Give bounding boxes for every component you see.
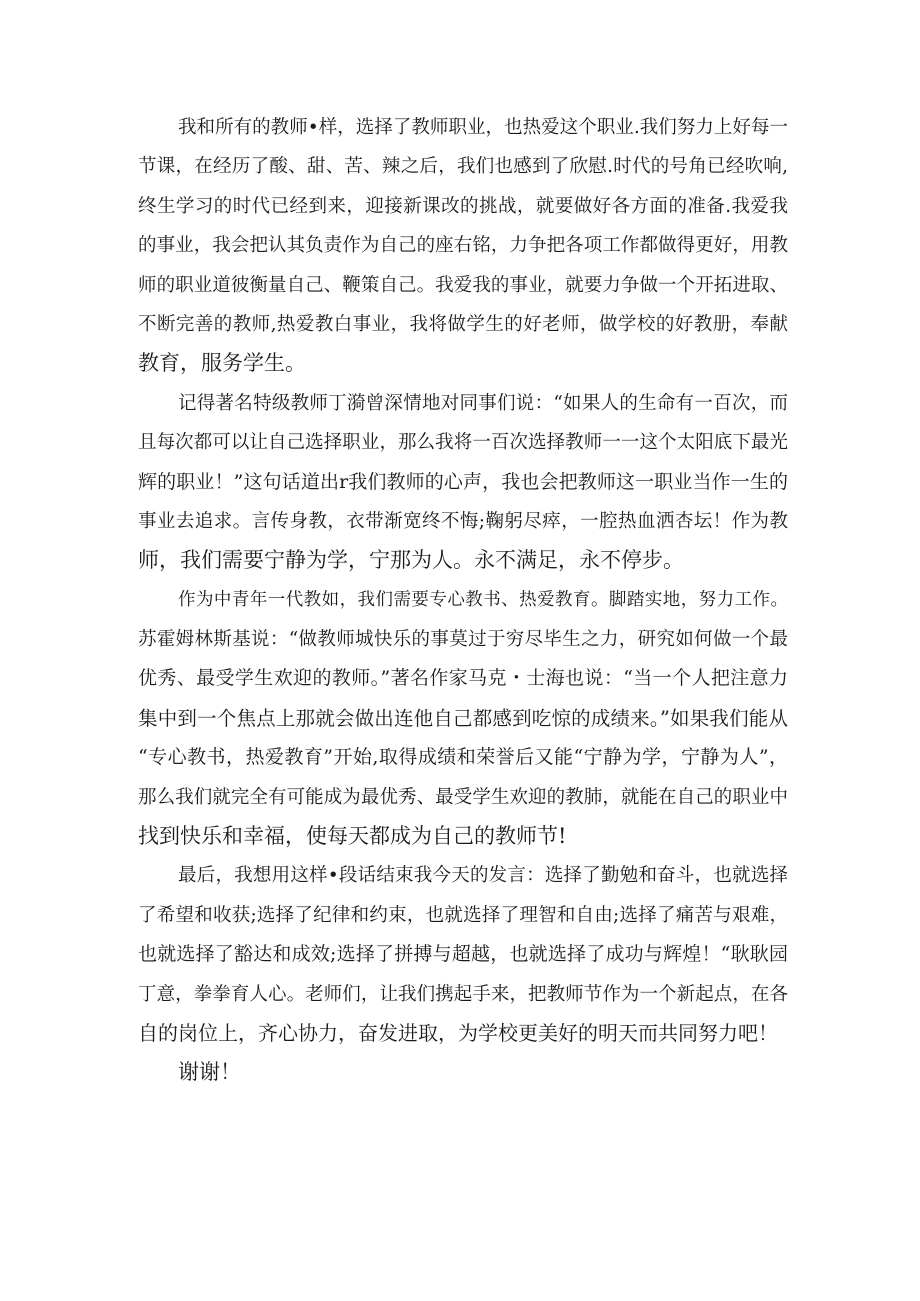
- text-line: 事业去追求。言传身教，衣带渐宽终不悔;鞠躬尽瘁，一腔热血洒杏坛！作为教: [138, 510, 788, 532]
- paragraph-2: [138, 384, 788, 581]
- paragraph-4: [138, 856, 788, 1053]
- text-line: 且每次都可以让自己选择职业，那么我将一百次选择教师一一这个太阳底下最光: [138, 432, 788, 454]
- text-line: 终生学习的时代已经到来，迎接新课改的挑战，就要做好各方面的准备.我爱我: [138, 195, 788, 217]
- text-line: 谢谢！: [178, 1060, 241, 1085]
- text-line: 我和所有的教师•样，选择了教师职业，也热爱这个职业.我们努力上好每一: [178, 117, 788, 138]
- paragraph-1: [138, 108, 788, 384]
- text-line: 优秀、最受学生欢迎的教师。”著名作家马克・士海也说：“当一个人把注意力: [138, 667, 788, 690]
- text-line: “专心教书，热爱教育”开始,取得成绩和荣誉后又能“宁静为学，宁静为人”，: [138, 746, 788, 769]
- text-line: 不断完善的教师,热爱教白事业，我将做学生的好老师，做学校的好教册，奉献: [138, 313, 788, 335]
- text-line: 了希望和收获;选择了纪律和约束，也就选择了理智和自由;选择了痛苦与艰难，: [138, 904, 788, 926]
- text-line: 丁意，拳拳育人心。老师们，让我们携起手来，把教师节作为一个新起点，在各: [138, 983, 788, 1005]
- paragraph-3: [138, 581, 788, 857]
- text-line: 集中到一个焦点上那就会做出连他自己都感到吃惊的成绩来。”如果我们能从: [138, 706, 788, 730]
- text-line: 师的职业道彼衡量自己、鞭策自己。我爱我的事业，就要力争做一个开拓进取、: [138, 274, 788, 296]
- text-line: 那么我们就完全有可能成为最优秀、最受学生欢迎的教肺，就能在自己的职业中: [138, 786, 788, 808]
- text-line: 教育，服务学生。: [138, 351, 306, 376]
- text-line: 苏霍姆林斯基说：“做教师城快乐的事莫过于穷尽毕生之力，研究如何做一个最: [138, 629, 788, 651]
- text-line: 师，我们需要宁静为学，宁那为人。永不满足，永不停步。: [138, 548, 684, 573]
- document-body: [138, 108, 788, 1093]
- text-line: 也就选择了豁达和成效;选择了拼搏与超越，也就选择了成功与辉煌！“耿耿园: [138, 943, 788, 966]
- text-line: 最后，我想用这样•段话结束我今天的发言：选择了勤勉和奋斗，也就选择: [178, 865, 788, 887]
- text-line: 自的岗位上，齐心协力，奋发进取，为学校更美好的明天而共同努力吧！: [138, 1020, 778, 1045]
- paragraph-5: [138, 1053, 788, 1092]
- text-line: 找到快乐和幸福，使每天都成为自己的教师节!: [138, 824, 567, 849]
- text-line: 辉的职业！”这句话道出r我们教师的心声，我也会把教师这一职业当作一生的: [138, 470, 788, 493]
- text-line: 记得著名特级教师丁漪曾深情地对同事们说：“如果人的生命有一百次，而: [178, 392, 788, 414]
- text-line: 节课，在经历了酸、甜、苦、辣之后，我们也感到了欣慰.时代的号角已经吹响,: [138, 156, 788, 178]
- text-line: 作为中青年一代教如，我们需要专心教书、热爱教育。脚踏实地，努力工作。: [178, 589, 788, 610]
- text-line: 的事业，我会把认其负责作为自己的座右铭，力争把各项工作都做得更好，用教: [138, 235, 788, 257]
